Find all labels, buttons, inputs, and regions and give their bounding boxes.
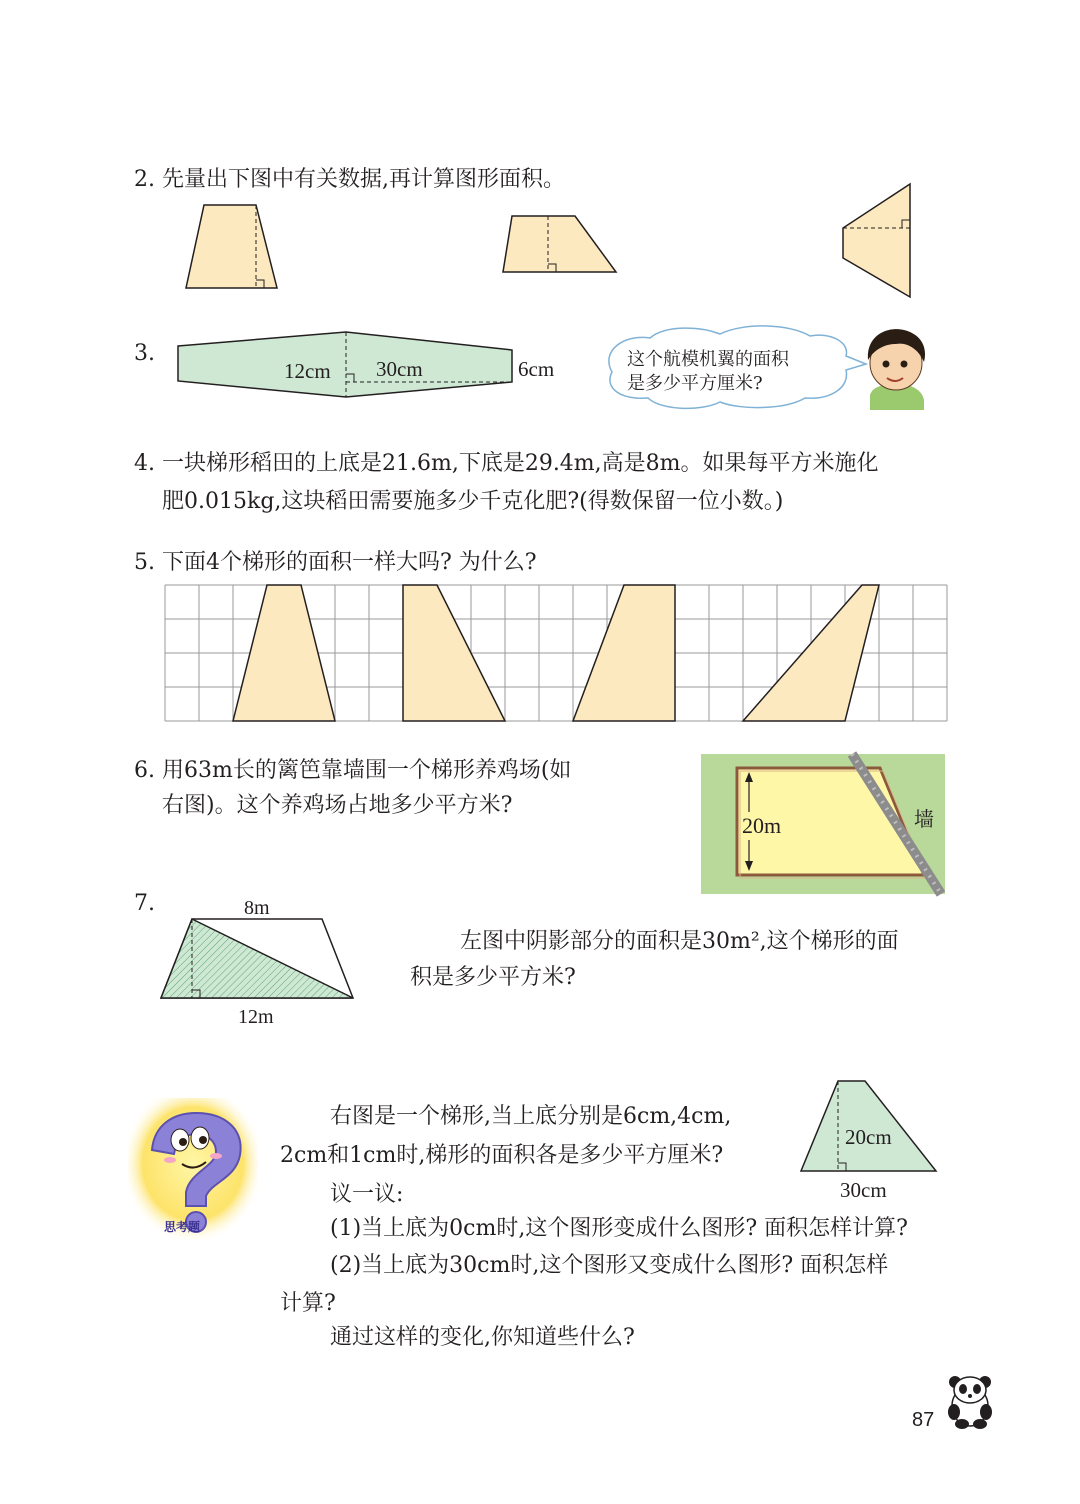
q7-line-1: 左图中阴影部分的面积是30m²,这个梯形的面 bbox=[460, 929, 899, 954]
q6-line-1: 6. 用63m长的篱笆靠墙围一个梯形养鸡场(如 bbox=[134, 758, 572, 783]
q6-label-wall: 墙 bbox=[914, 807, 934, 831]
think-badge: 思考题 bbox=[164, 1220, 201, 1234]
think-line-7: 通过这样的变化,你知道些什么? bbox=[330, 1325, 635, 1350]
q7-label-bottom: 12m bbox=[238, 1006, 274, 1028]
q7-line-2: 积是多少平方米? bbox=[410, 965, 576, 990]
think-line-4: (1)当上底为0cm时,这个图形变成什么图形? 面积怎样计算? bbox=[330, 1216, 908, 1241]
think-line-5: (2)当上底为30cm时,这个图形又变成什么图形? 面积怎样 bbox=[330, 1253, 889, 1278]
q3-number: 3. bbox=[134, 341, 155, 366]
q2-text: 先量出下图中有关数据,再计算图形面积。 bbox=[162, 167, 565, 192]
q3-label-30cm: 30cm bbox=[376, 357, 423, 381]
q6-label-20m: 20m bbox=[742, 813, 782, 838]
think-line-6: 计算? bbox=[280, 1291, 336, 1316]
bubble-line-2: 是多少平方厘米? bbox=[627, 373, 763, 394]
q2-number: 2. bbox=[134, 167, 155, 192]
q7-label-top: 8m bbox=[244, 897, 270, 919]
q6-line-2: 右图)。这个养鸡场占地多少平方米? bbox=[162, 793, 513, 818]
q5-text: 5. 下面4个梯形的面积一样大吗? 为什么? bbox=[134, 550, 537, 575]
q7-number: 7. bbox=[134, 891, 155, 916]
q4-line-2: 肥0.015kg,这块稻田需要施多少千克化肥?(得数保留一位小数。) bbox=[162, 489, 784, 514]
page-number: 87 bbox=[912, 1409, 935, 1431]
q3-label-6cm: 6cm bbox=[518, 357, 555, 381]
bubble-line-1: 这个航模机翼的面积 bbox=[627, 349, 789, 370]
think-line-2: 2cm和1cm时,梯形的面积各是多少平方厘米? bbox=[280, 1143, 724, 1168]
think-line-1: 右图是一个梯形,当上底分别是6cm,4cm, bbox=[330, 1104, 732, 1129]
think-line-3: 议一议: bbox=[330, 1182, 404, 1207]
think-label-30cm: 30cm bbox=[840, 1178, 887, 1202]
q4-line-1: 4. 一块梯形稻田的上底是21.6m,下底是29.4m,高是8m。如果每平方米施化 bbox=[134, 451, 879, 476]
q3-label-12cm: 12cm bbox=[284, 359, 331, 383]
think-label-20cm: 20cm bbox=[845, 1125, 892, 1149]
